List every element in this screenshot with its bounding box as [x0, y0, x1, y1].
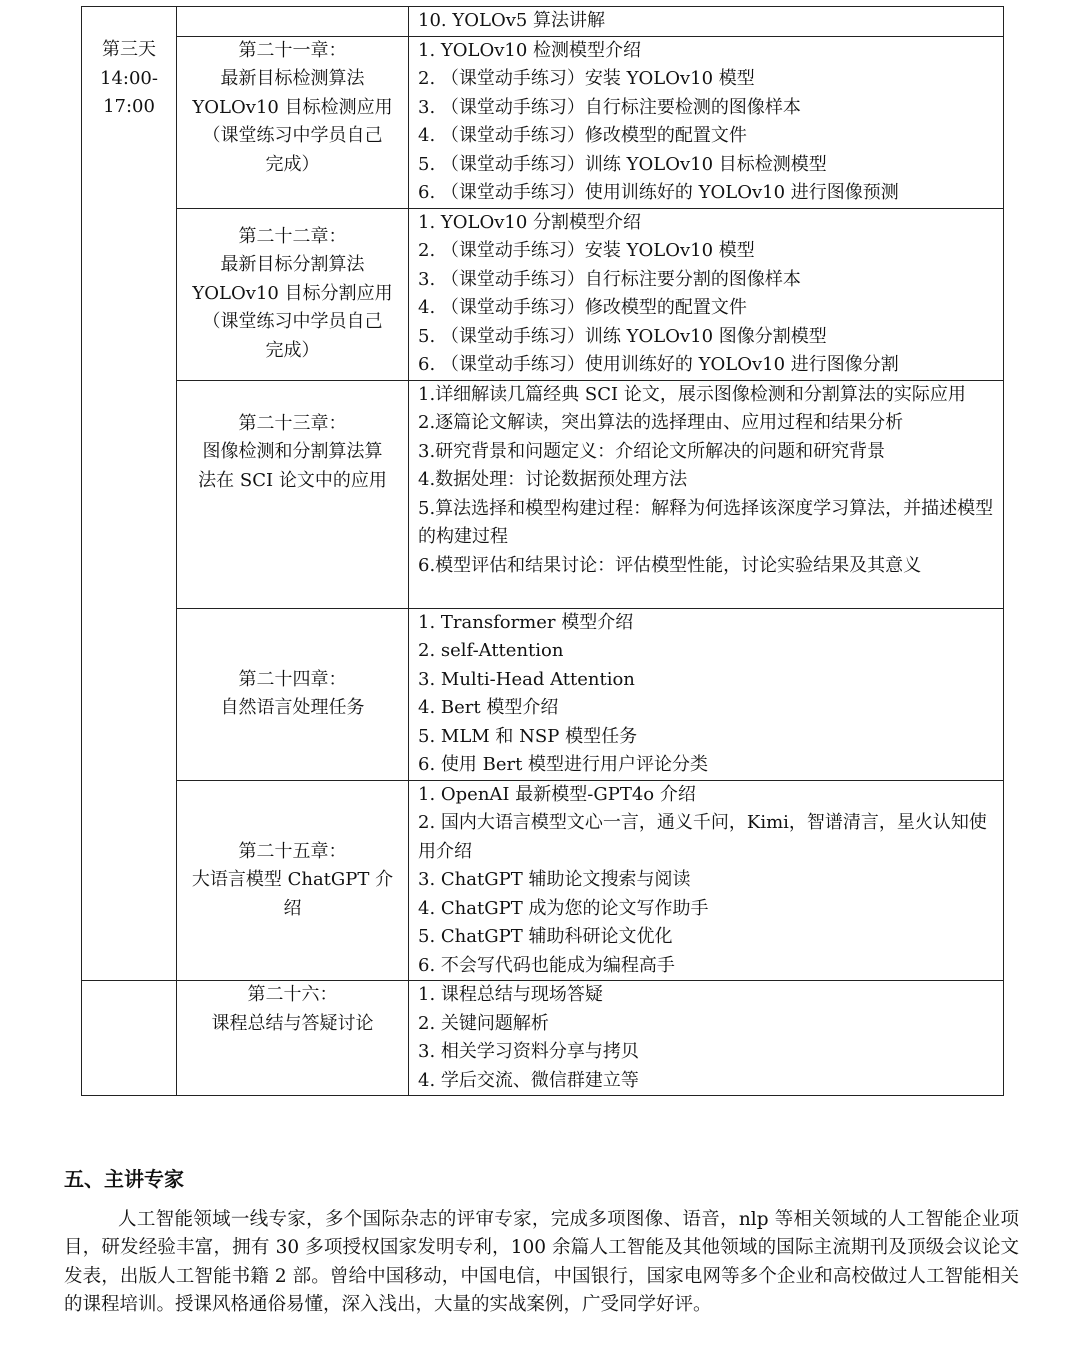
chapter-title: 第二十二章：	[238, 225, 347, 247]
list-item: 2. （课堂动手练习）安装 YOLOv10 模型	[418, 68, 755, 89]
items-cell	[409, 36, 1004, 208]
items-cell	[409, 380, 1004, 608]
chapter-line: YOLOv10 目标检测应用	[192, 96, 393, 118]
list-item: 1. OpenAI 最新模型-GPT4o 介绍	[418, 783, 696, 805]
list-item: 1. YOLOv10 检测模型介绍	[418, 39, 642, 61]
chapter-title: 第二十四章：	[238, 668, 347, 690]
chapter-line: 大语言模型 ChatGPT 介	[191, 869, 394, 890]
items-cell	[409, 780, 1004, 981]
chapter-cell	[177, 608, 409, 780]
list-item: 3. （课堂动手练习）自行标注要检测的图像样本	[418, 96, 801, 118]
list-item: 3.研究背景和问题定义：介绍论文所解决的问题和研究背景	[418, 440, 886, 462]
list-item: 3. ChatGPT 辅助论文搜索与阅读	[418, 869, 691, 890]
day-cell	[82, 7, 177, 981]
list-item: 4.数据处理：讨论数据预处理方法	[418, 469, 688, 490]
day-label: 第三天	[102, 39, 156, 60]
table-row	[82, 208, 1004, 380]
list-item: 1.详细解读几篇经典 SCI 论文，展示图像检测和分割算法的实际应用	[418, 383, 966, 405]
list-item: 3. 相关学习资料分享与拷贝	[418, 1041, 639, 1062]
list-item: 6. 使用 Bert 模型进行用户评论分类	[418, 754, 709, 775]
list-item: 3. （课堂动手练习）自行标注要分割的图像样本	[418, 268, 801, 290]
list-item: 6.模型评估和结果讨论：评估模型性能，讨论实验结果及其意义	[418, 554, 922, 576]
list-item: 2. （课堂动手练习）安装 YOLOv10 模型	[418, 240, 755, 261]
table-row	[82, 780, 1004, 981]
list-item: 6. 不会写代码也能成为编程高手	[418, 954, 675, 976]
list-item: 5. MLM 和 NSP 模型任务	[418, 725, 638, 747]
list-item: 1. 课程总结与现场答疑	[418, 984, 603, 1005]
list-item: 5. （课堂动手练习）训练 YOLOv10 图像分割模型	[418, 325, 827, 347]
expert-paragraph: 人工智能领域一线专家，多个国际杂志的评审专家，完成多项图像、语音，nlp 等相关领域的人工智能企业项目，研发经验丰富，拥有 30 多项授权国家发明专利，100 余篇人工智能及其他领域的国际主流期刊及顶级会议论文发表，出版人工智能书籍 2 部。曾给中国移动，中国电信，中国银行，国家电网等多个企业和高校做过人工智能相关的课程培训。授课风格通俗易懂，深入浅出，大量的实战案例，广受同学好评。	[64, 1209, 1019, 1315]
chapter-line: （课堂练习中学员自己	[202, 125, 383, 146]
list-item: 5. （课堂动手练习）训练 YOLOv10 目标检测模型	[418, 153, 827, 175]
chapter-title: 第二十五章：	[238, 840, 347, 862]
list-item: 4. （课堂动手练习）修改模型的配置文件	[418, 297, 747, 318]
table-row	[82, 981, 1004, 1096]
list-item: 6. （课堂动手练习）使用训练好的 YOLOv10 进行图像预测	[418, 182, 899, 203]
table-row	[82, 7, 1004, 37]
chapter-line: 法在 SCI 论文中的应用	[198, 469, 387, 491]
chapter-line: 最新目标分割算法	[220, 254, 365, 276]
chapter-cell	[177, 208, 409, 380]
table-row	[82, 380, 1004, 608]
chapter-line: 自然语言处理任务	[220, 697, 365, 718]
items-cell	[409, 981, 1004, 1096]
chapter-title: 第二十三章：	[238, 412, 347, 434]
chapter-line: YOLOv10 目标分割应用	[192, 282, 393, 304]
course-schedule-table	[81, 6, 1004, 1096]
items-cell	[409, 7, 1004, 37]
list-item: 2. self-Attention	[418, 640, 564, 661]
chapter-title: 第二十一章：	[238, 39, 347, 61]
items-cell	[409, 208, 1004, 380]
list-item: 4. ChatGPT 成为您的论文写作助手	[418, 897, 709, 919]
list-item: 6. （课堂动手练习）使用训练好的 YOLOv10 进行图像分割	[418, 354, 899, 375]
chapter-line: 最新目标检测算法	[220, 68, 365, 89]
chapter-line: 图像检测和分割算法算	[202, 441, 383, 462]
chapter-line: 绍	[283, 897, 302, 919]
list-item: 2.逐篇论文解读，突出算法的选择理由、应用过程和结果分析	[418, 412, 904, 433]
time-end: 17:00	[103, 96, 155, 117]
chapter-cell	[177, 780, 409, 981]
list-item: 2. 关键问题解析	[418, 1012, 549, 1034]
list-item: 4. Bert 模型介绍	[418, 697, 559, 718]
table-row	[82, 36, 1004, 208]
time-start: 14:00-	[100, 67, 158, 89]
chapter-cell	[177, 36, 409, 208]
chapter-cell	[177, 380, 409, 608]
list-item: 10. YOLOv5 算法讲解	[418, 10, 606, 31]
chapter-line: 完成）	[265, 153, 320, 175]
chapter-line: （课堂练习中学员自己	[202, 311, 383, 333]
section-heading: 五、主讲专家	[64, 1167, 184, 1191]
list-item: 5. ChatGPT 辅助科研论文优化	[418, 926, 673, 947]
chapter-cell	[177, 7, 409, 37]
list-item: 2. 国内大语言模型文心一言，通义千问，Kimi，智谱清言，星火认知使用介绍	[418, 812, 987, 862]
list-item: 1. Transformer 模型介绍	[418, 611, 634, 633]
list-item: 3. Multi-Head Attention	[418, 668, 635, 690]
list-item: 5.算法选择和模型构建过程：解释为何选择该深度学习算法，并描述模型的构建过程	[418, 497, 994, 547]
list-item: 4. （课堂动手练习）修改模型的配置文件	[418, 125, 747, 146]
list-item: 1. YOLOv10 分割模型介绍	[418, 211, 642, 233]
chapter-line: 完成）	[265, 339, 320, 361]
chapter-title: 第二十六：	[247, 984, 338, 1005]
chapter-line: 课程总结与答疑讨论	[211, 1012, 374, 1034]
chapter-cell	[177, 981, 409, 1096]
table-row	[82, 608, 1004, 780]
day-cell-empty	[82, 981, 177, 1096]
items-cell	[409, 608, 1004, 780]
list-item: 4. 学后交流、微信群建立等	[418, 1069, 639, 1091]
